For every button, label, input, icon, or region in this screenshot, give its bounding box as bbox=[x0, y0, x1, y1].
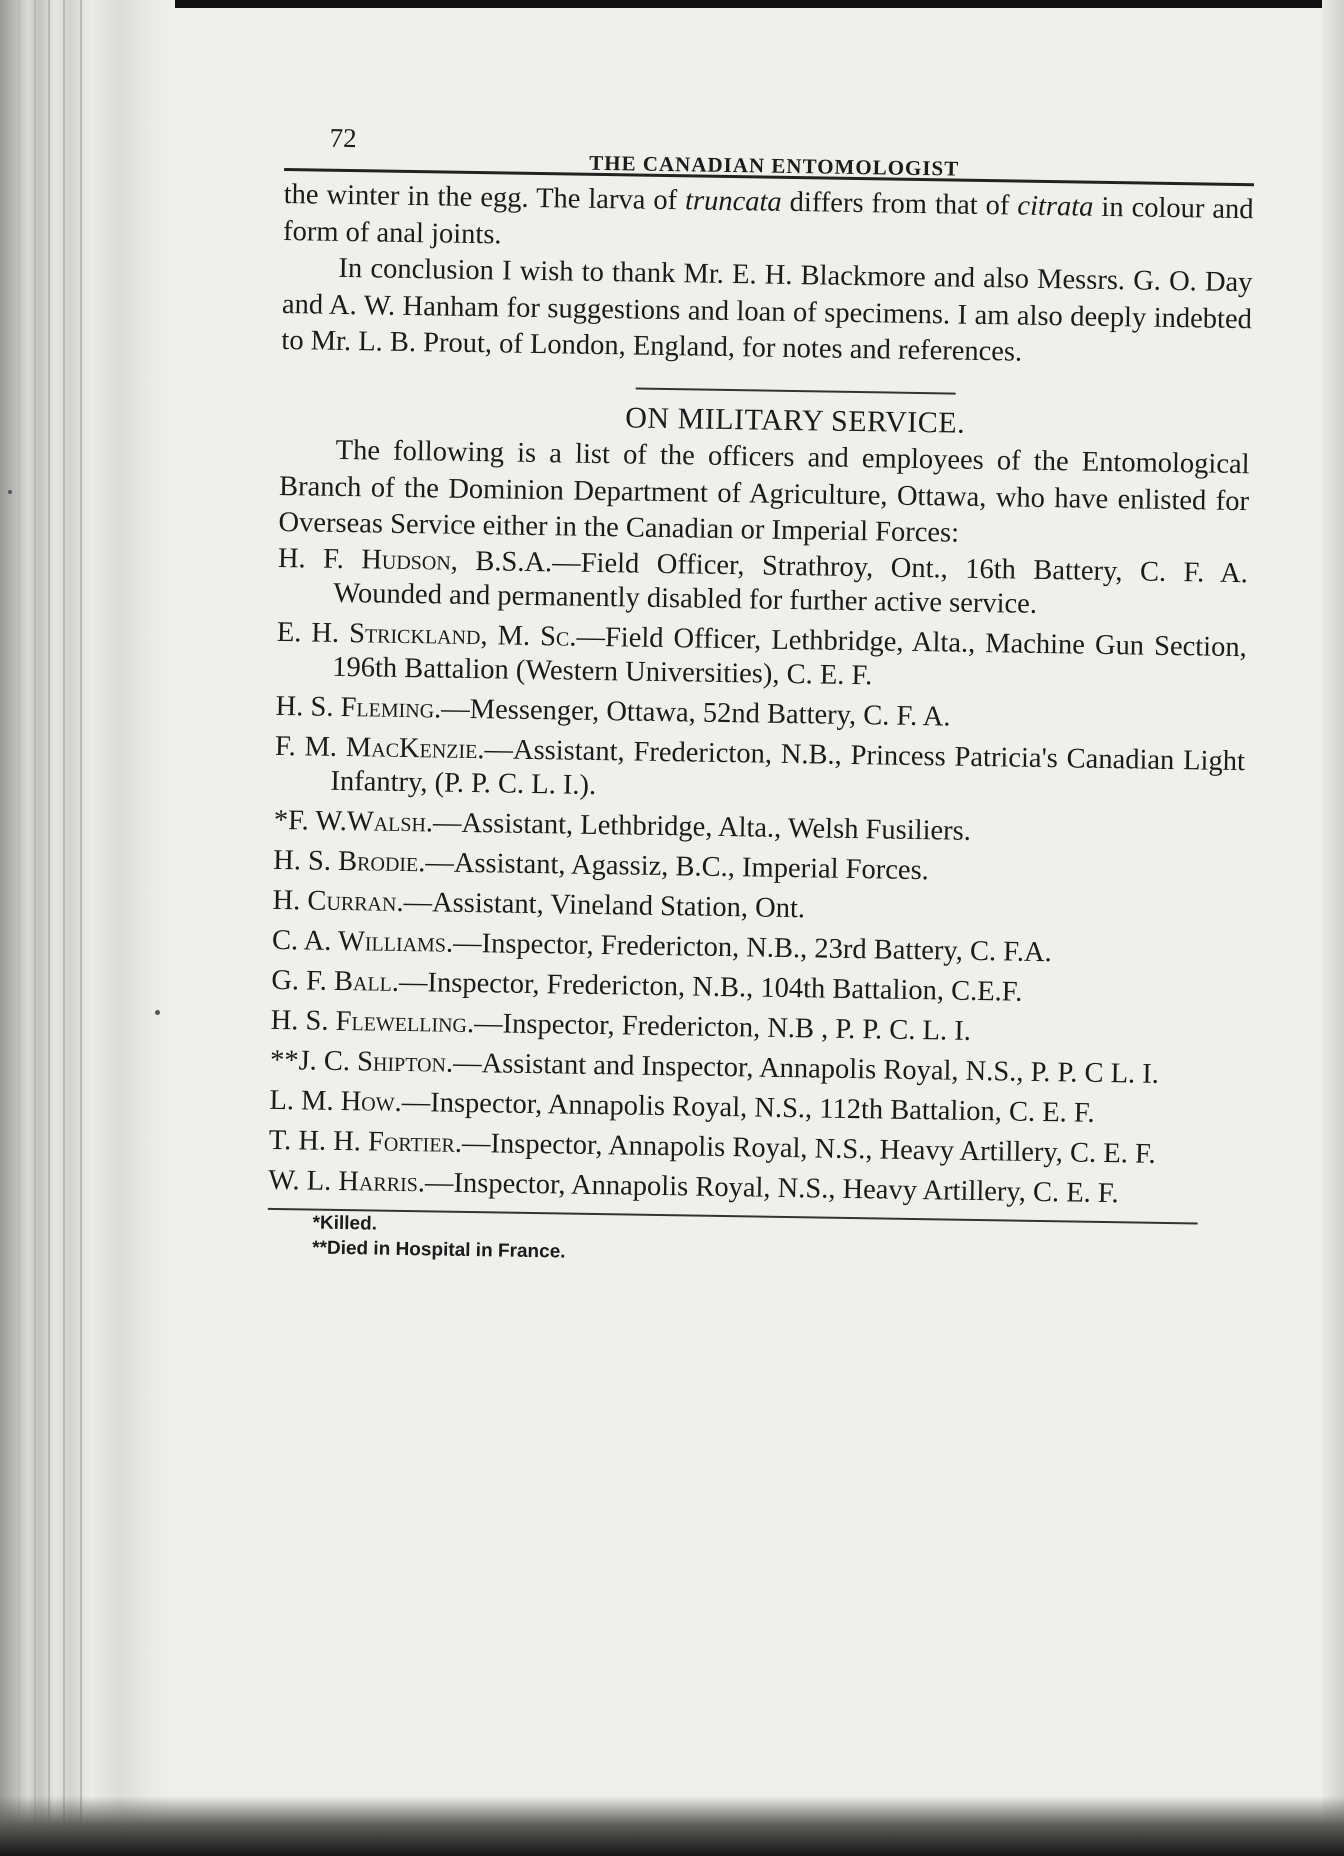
section-divider bbox=[636, 388, 956, 395]
page-edge-line bbox=[63, 0, 65, 1840]
acknowledgement-paragraph: In conclusion I wish to thank Mr. E. H. Blackmore and also Messrs. G. O. Day and A. W. Hanham for suggestions and loan of specimens. I am also deeply indebted to Mr. L. B. Prout, of London, England, for notes and references. bbox=[281, 253, 1253, 368]
footnote-killed: *Killed. bbox=[312, 1212, 378, 1235]
species-name: citrata bbox=[1017, 190, 1094, 223]
service-details: —Assistant, Agassiz, B.C., Imperial Forces. bbox=[425, 847, 930, 886]
species-name: truncata bbox=[684, 185, 782, 218]
person-name: F. M. MacKenzie. bbox=[274, 730, 485, 765]
service-details: —Inspector, Annapolis Royal, N.S., Heavy Artillery, C. E. F. bbox=[461, 1127, 1156, 1170]
person-name: C. A. Williams. bbox=[271, 924, 454, 959]
page-number: 72 bbox=[329, 122, 357, 154]
running-head: THE CANADIAN ENTOMOLOGIST bbox=[589, 150, 960, 181]
section-title: ON MILITARY SERVICE. bbox=[625, 401, 966, 440]
service-details: —Inspector, Fredericton, N.B , P. P. C. L. I. bbox=[473, 1007, 972, 1047]
service-details: —Inspector, Annapolis Royal, N.S., 112th Battalion, C. E. F. bbox=[401, 1086, 1095, 1129]
person-name: H. S. Flewelling. bbox=[270, 1004, 475, 1039]
footnote-died: **Died in Hospital in France. bbox=[311, 1237, 566, 1263]
service-details: —Messenger, Ottawa, 52nd Battery, C. F. A. bbox=[441, 693, 951, 733]
footnote-marker: * bbox=[273, 804, 289, 836]
page-edge-line bbox=[80, 0, 82, 1840]
right-page-edge bbox=[1322, 0, 1344, 1856]
person-name: H. S. Fleming. bbox=[275, 690, 442, 725]
page-edge-line bbox=[18, 0, 20, 1840]
service-details: —Inspector, Fredericton, N.B., 104th Battalion, C.E.F. bbox=[398, 966, 1023, 1008]
person-name: E. H. Strickland, M. Sc. bbox=[276, 616, 577, 653]
page-edge-line bbox=[48, 0, 50, 1840]
service-entry bbox=[274, 730, 1245, 813]
person-name: H. Curran. bbox=[272, 884, 404, 918]
book-page bbox=[267, 112, 1255, 1275]
service-details: —Inspector, Annapolis Royal, N.S., Heavy Artillery, C. E. F. bbox=[424, 1167, 1119, 1209]
service-list bbox=[268, 542, 1248, 1213]
person-name: F. W.Walsh. bbox=[287, 804, 434, 839]
person-name: J. C. Shipton. bbox=[298, 1045, 454, 1079]
service-entry bbox=[268, 1164, 1238, 1213]
service-details: —Inspector, Fredericton, N.B., 23rd Battery, C. F.A. bbox=[452, 927, 1052, 968]
footnote-marker: ** bbox=[269, 1044, 299, 1077]
service-details: —Assistant, Vineland Station, Ont. bbox=[403, 886, 806, 925]
page-edge-line bbox=[34, 0, 36, 1840]
service-entry bbox=[276, 616, 1247, 699]
service-details: —Assistant, Fredericton, N.B., Princess Patricia's Canadian Light Infantry, (P. P. C. L. I.). bbox=[330, 733, 1246, 801]
scan-speck bbox=[155, 1010, 160, 1015]
section-intro: The following is a list of the officers and employees of the Entomological Branch of the Dominion Department of Agriculture, Ottawa, who have enlisted for Overseas Service either in the Canadian or Imperial Forces: bbox=[278, 434, 1250, 549]
person-name: W. L. Harris. bbox=[267, 1164, 426, 1199]
person-name: T. H. H. Fortier. bbox=[268, 1124, 463, 1159]
book-gutter bbox=[0, 0, 175, 1856]
person-name: H. S. Brodie. bbox=[273, 844, 426, 879]
person-name: H. F. Hudson, B.S.A. bbox=[277, 542, 553, 579]
service-details: —Assistant and Inspector, Annapolis Royal, N.S., P. P. C L. I. bbox=[452, 1047, 1160, 1090]
service-details: —Field Officer, Lethbridge, Alta., Machine Gun Section, 196th Battalion (Western Universities), C. E. F. bbox=[332, 621, 1247, 692]
paragraph-continuation: the winter in the egg. The larva of truncata differs from that of citrata in colour and form of anal joints. bbox=[282, 178, 1254, 251]
person-name: G. F. Ball. bbox=[271, 964, 400, 998]
service-details: —Assistant, Lethbridge, Alta., Welsh Fusiliers. bbox=[432, 807, 972, 847]
scan-speck bbox=[8, 490, 12, 494]
service-entry bbox=[277, 542, 1248, 625]
person-name: L. M. How. bbox=[269, 1084, 402, 1118]
bottom-scan-shadow bbox=[0, 1796, 1344, 1856]
service-details: —Field Officer, Strathroy, Ont., 16th Battery, C. F. A. Wounded and permanently disabled for further active service. bbox=[333, 547, 1249, 620]
top-scan-shadow bbox=[0, 0, 1344, 8]
